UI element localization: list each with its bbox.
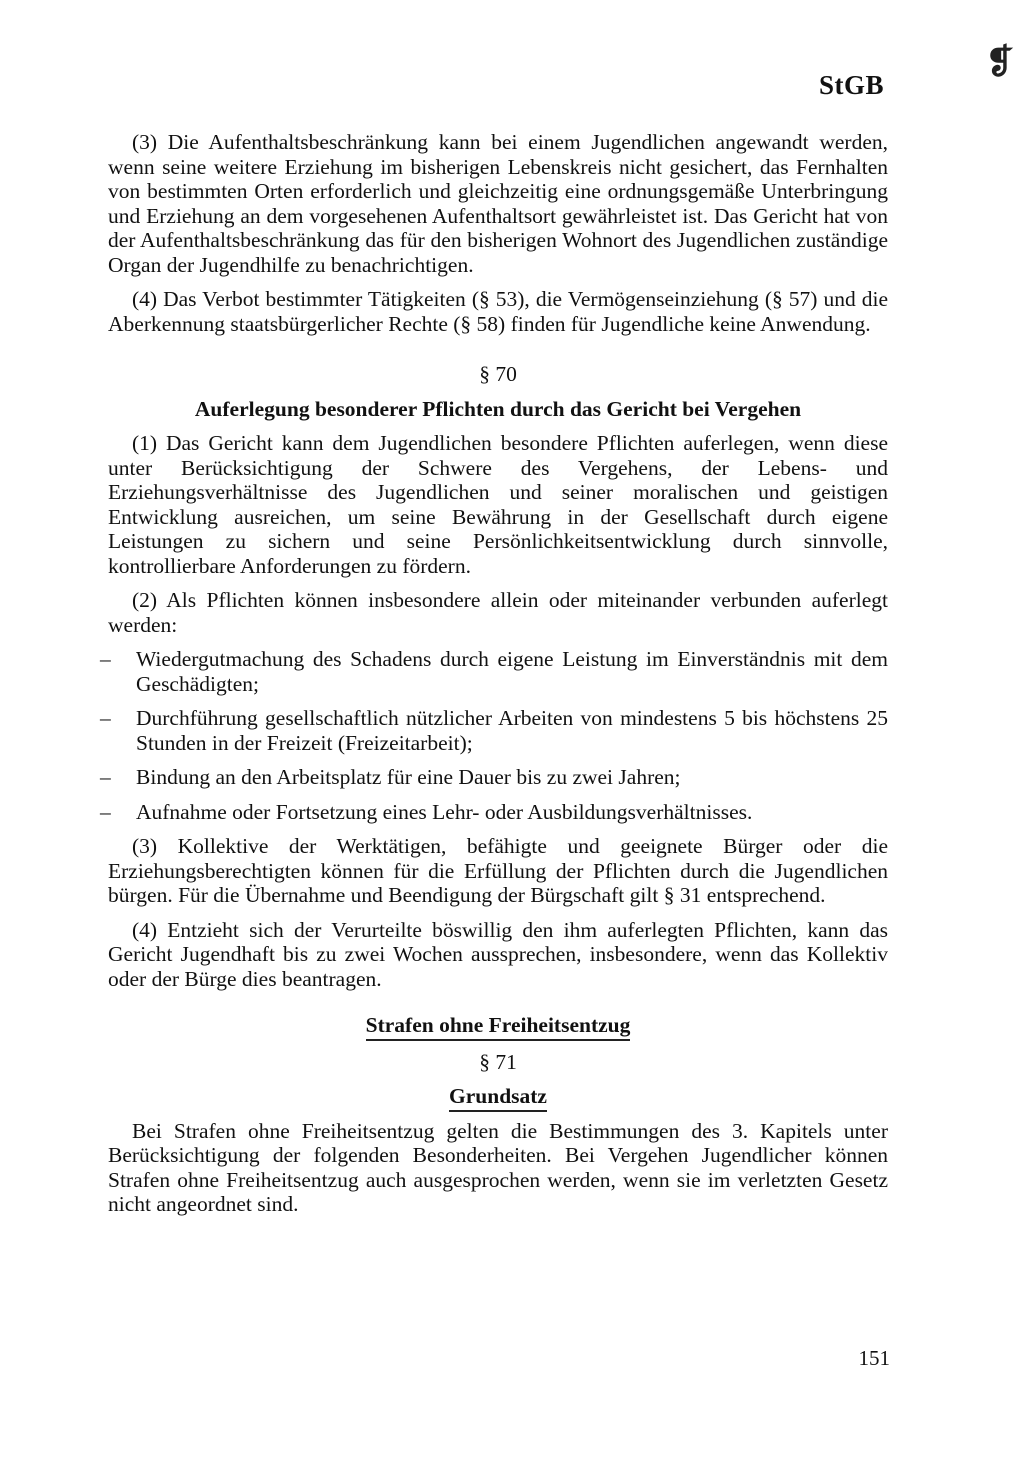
section-71-title <box>108 1084 888 1109</box>
section-70-title: Auferlegung besonderer Pflichten durch das Gericht bei Vergehen <box>194 396 802 421</box>
section-70-paragraph-2: (2) Als Pflichten können insbesondere allein oder miteinander verbunden auferlegt werden: <box>108 588 888 637</box>
section-70-number: § 70 <box>479 362 517 386</box>
obligations-list <box>100 647 888 824</box>
page-number: 151 <box>858 1346 890 1370</box>
paragraph-4-verbot: (4) Das Verbot bestimmter Tätigkeiten (§ 53), die Vermögenseinziehung (§ 57) und die Aberkennung staatsbürgerlicher Rechte (§ 58) finden für Jugendliche keine Anwendung. <box>108 287 888 336</box>
corner-ink-mark: ❡ <box>985 44 1014 81</box>
list-item-text: Wiedergutmachung des Schadens durch eigene Leistung im Einverständnis mit dem Geschädigten; <box>136 647 888 696</box>
page-header-code: StGB <box>818 70 884 100</box>
subheading-strafen <box>108 1013 888 1038</box>
section-70-paragraph-1: (1) Das Gericht kann dem Jugendlichen besondere Pflichten auferlegen, wenn diese unter Berücksichtigung der Schwere des Vergehens, der Lebens- und Erziehungsverhältnisse des Jugendlichen und seiner moralischen und geistigen Entwicklung ausreichen, um seine Bewährung in der Gesellschaft durch eigene Leistungen zu sichern und seine Persönlichkeitsentwicklung durch sinnvolle, kontrollierbare Anforderungen zu fördern. <box>108 431 888 578</box>
section-71-title-text: Grundsatz <box>449 1084 547 1112</box>
section-71-paragraph-1: Bei Strafen ohne Freiheitsentzug gelten die Bestimmungen des 3. Kapitels unter Berücksichtigung der folgenden Besonderheiten. Bei Vergehen Jugendlicher können Strafen ohne Freiheitsentzug auch ausgesprochen werden, wenn sie im verletzten Gesetz nicht angeordnet sind. <box>108 1118 888 1216</box>
list-item <box>100 765 888 790</box>
list-dash: – <box>100 765 111 789</box>
subheading-text: Strafen ohne Freiheitsentzug <box>366 1013 631 1041</box>
section-70-paragraph-3: (3) Kollektive der Werktätigen, befähigte und geeignete Bürger oder die Erziehungsberechtigten können für die Erfüllung der Pflichten durch die Jugendlichen bürgen. Für die Übernahme und Beendigung der Bürgschaft gilt § 31 entsprechend. <box>108 834 888 907</box>
list-item <box>100 706 888 755</box>
paragraph-3-aufenthaltsbeschraenkung: (3) Die Aufenthaltsbeschränkung kann bei einem Jugendlichen angewandt werden, wenn seine weitere Erziehung im bisherigen Lebenskreis nicht gesichert, das Fernhalten von bestimmten Orten erforderlich und gleichzeitig eine ordnungsgemäße Unterbringung und Erziehung an dem vorgesehenen Aufenthaltsort gewährleistet ist. Das Gericht hat von der Aufenthaltsbeschränkung das für den bisherigen Wohnort des Jugendlichen zuständige Organ der Jugendhilfe zu benachrichtigen. <box>108 130 888 277</box>
list-item-text: Bindung an den Arbeitsplatz für eine Dauer bis zu zwei Jahren; <box>136 765 681 789</box>
list-item <box>100 647 888 696</box>
list-dash: – <box>100 706 111 730</box>
list-item-text: Aufnahme oder Fortsetzung eines Lehr- oder Ausbildungsverhältnisses. <box>136 799 753 824</box>
list-item <box>100 800 888 825</box>
section-70-paragraph-4: (4) Entzieht sich der Verurteilte böswillig den ihm auferlegten Pflichten, kann das Gericht Jugendhaft bis zu zwei Wochen aussprechen, insbesondere, wenn das Kollektiv oder der Bürge dies beantragen. <box>108 917 888 991</box>
page-content <box>100 130 888 1227</box>
section-71-number: § 71 <box>479 1049 517 1074</box>
list-dash: – <box>100 799 111 824</box>
list-item-text: Durchführung gesellschaftlich nützlicher Arbeiten von mindestens 5 bis höchstens 25 Stunden in der Freizeit (Freizeitarbeit); <box>136 706 888 755</box>
list-dash: – <box>100 647 111 671</box>
